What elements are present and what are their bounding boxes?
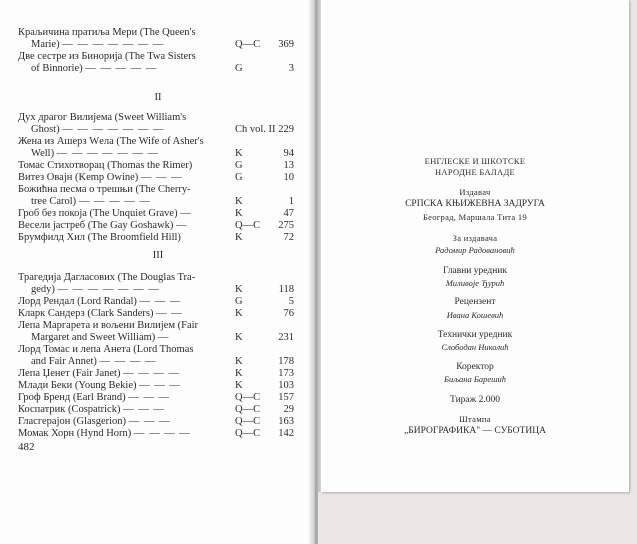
entry-page: 1 <box>288 196 294 207</box>
entry-page: 13 <box>283 160 294 171</box>
toc-entry <box>18 368 294 380</box>
book-gutter <box>309 0 321 544</box>
leader-dashes: — — — <box>140 172 183 183</box>
toc-entry <box>18 380 294 392</box>
toc-entry <box>18 404 294 416</box>
credit-label: Главни уредник <box>443 266 507 276</box>
entry-page: 10 <box>283 172 294 183</box>
entry-title-line: Дух драгог Вилијема (Sweet William's <box>18 112 187 123</box>
entry-title-line: Млади Беки (Young Bekie) <box>18 380 137 391</box>
entry-source: G <box>235 296 243 307</box>
entry-title-line: of Binnorie) <box>31 63 83 74</box>
entry-title-line: Момак Хорн (Hynd Horn) <box>18 428 132 439</box>
entry-title-line: Коспатрик (Cospatrick) <box>18 404 121 415</box>
leader-dashes: — <box>176 220 188 231</box>
entry-title-line: Краљичина пратиља Мери (The Queen's <box>18 27 196 38</box>
toc-entry <box>18 208 294 220</box>
entry-source: K <box>235 208 243 219</box>
toc-entry <box>18 272 294 296</box>
printer-name: „БИРОГРАФИКА" — СУБОТИЦА <box>404 426 546 436</box>
credit-name: Ивана Кошевић <box>446 310 504 320</box>
background-edge <box>318 492 637 544</box>
book-title-line: НАРОДНЕ БАЛАДЕ <box>434 167 516 177</box>
entry-source: K <box>235 232 243 243</box>
entry-source: Q—C <box>235 39 261 50</box>
entry-page: 118 <box>278 284 294 295</box>
entry-title-line: Божићна песма о трешњи (The Cherry- <box>18 184 191 195</box>
entry-page: 163 <box>278 416 294 427</box>
entry-source: K <box>235 308 243 319</box>
toc-entry <box>18 172 294 184</box>
leader-dashes: — — — — — — — <box>62 39 165 50</box>
toc-entry <box>18 184 294 208</box>
toc-entry <box>18 232 294 244</box>
entry-title-line: gedy) <box>31 284 55 295</box>
printer-label: Штампа <box>459 414 491 424</box>
toc-entry <box>18 320 294 344</box>
entry-title-line: Лорд Рендал (Lord Randal) <box>18 296 137 307</box>
entry-title-line: Весели јастреб (The Gay Goshawk) <box>18 220 174 231</box>
entry-title-line: Кларк Сандерз (Clark Sanders) <box>18 308 154 319</box>
entry-source: K <box>235 284 243 295</box>
leader-dashes: — — — <box>139 380 181 391</box>
toc-entry <box>18 51 294 75</box>
entry-page: 178 <box>278 356 294 367</box>
leader-dashes: — — <box>156 308 183 319</box>
entry-page: 29 <box>283 404 294 415</box>
entry-title-line: Marie) <box>31 39 60 50</box>
entry-source: G <box>235 172 243 183</box>
entry-title-line: Лепа Маргарета и вољени Вилијем (Fair <box>18 320 199 331</box>
left-page <box>0 0 316 544</box>
leader-dashes: — — — — — — — <box>62 124 165 135</box>
entry-title-line: Брумфилд Хил (The Broomfield Hill) <box>18 232 181 243</box>
leader-dashes: — — — <box>123 404 165 415</box>
entry-page: 173 <box>278 368 294 379</box>
entry-page: 5 <box>288 296 294 307</box>
toc-entry <box>18 308 294 320</box>
entry-title-line: Витез Овајн (Kemp Owine) <box>18 172 139 183</box>
publisher-address: Београд, Маршала Тита 19 <box>422 212 528 222</box>
entry-source: K <box>235 356 243 367</box>
entry-title-line: Margaret and Sweet William) <box>31 332 156 343</box>
credit-name: Миливоје Ђурић <box>445 278 505 288</box>
right-page-colophon <box>321 0 629 492</box>
leader-dashes: — — — — — — — <box>56 148 159 159</box>
entry-title-line: Лорд Томас и лепа Анета (Lord Thomas <box>18 344 194 355</box>
entry-source: Q—C <box>235 416 261 427</box>
credit-name: Биљана Барешић <box>443 374 507 384</box>
entry-source: K <box>235 380 243 391</box>
entry-source: K <box>235 196 243 207</box>
entry-page: 369 <box>278 39 294 50</box>
entry-title-line: Две сестре из Бинорија (The Twa Sisters <box>18 51 196 62</box>
publisher-label: Издавач <box>459 187 491 197</box>
entry-page: 94 <box>283 148 294 159</box>
entry-source: Q—C <box>235 392 261 403</box>
entry-source: Q—C <box>235 428 261 439</box>
leader-dashes: — — — — <box>99 356 157 367</box>
toc-entry <box>18 27 294 51</box>
toc-entry <box>18 112 294 136</box>
entry-source: Ch vol. II <box>235 124 276 135</box>
publisher-name: СРПСКА КЊИЖЕВНА ЗАДРУГА <box>405 199 545 209</box>
entry-source: G <box>235 160 243 171</box>
entry-title-line: Гроф Бренд (Earl Brand) <box>18 392 126 403</box>
section-heading: III <box>152 250 164 261</box>
entry-title-line: Гласгерајон (Glasgerion) <box>18 416 127 427</box>
entry-page: 157 <box>278 392 294 403</box>
toc-entry <box>18 428 294 440</box>
entry-title-line: Жена из Ашерз Wела (The Wife of Asher's <box>18 136 204 147</box>
entry-title-line: Well) <box>31 148 55 159</box>
entry-source: Q—C <box>235 404 261 415</box>
entry-page: 72 <box>283 232 294 243</box>
toc-entry <box>18 344 294 368</box>
credit-name: Слободан Николић <box>441 342 509 352</box>
entry-page: 231 <box>278 332 294 343</box>
toc-entry <box>18 160 294 172</box>
leader-dashes: — — — — — <box>85 63 158 74</box>
credit-name: Радомир Радовановић <box>435 245 515 255</box>
entry-source: K <box>235 332 243 343</box>
leader-dashes: — <box>180 208 192 219</box>
leader-dashes: — — — <box>128 392 171 403</box>
entry-title-line: Трагедија Дагласових (The Douglas Tra- <box>18 272 196 283</box>
entry-title-line: Томас Стихотворац (Thomas the Rimer) <box>18 160 193 171</box>
toc-entry <box>18 392 294 404</box>
print-run: Тираж 2.000 <box>450 395 500 405</box>
leader-dashes: — — — <box>128 416 171 427</box>
entry-page: 3 <box>288 63 294 74</box>
entry-page: 47 <box>283 208 294 219</box>
entry-source: K <box>235 368 243 379</box>
credit-label: Рецензент <box>454 297 496 307</box>
toc-entry <box>18 416 294 428</box>
toc-entry <box>18 296 294 308</box>
leader-dashes: — — — — <box>123 368 180 379</box>
entry-source: Q—C <box>235 220 261 231</box>
entry-page: 275 <box>278 220 294 231</box>
entry-source: G <box>235 63 243 74</box>
leader-dashes: — <box>157 332 170 343</box>
page-number: 482 <box>18 441 35 453</box>
leader-dashes: — — — — — — — <box>57 284 160 295</box>
credit-label: Коректор <box>456 362 494 372</box>
entry-title-line: tree Carol) <box>31 196 77 207</box>
credit-label: За издавача <box>452 233 498 243</box>
entry-title-line: Лепа Џенет (Fair Janet) <box>18 368 121 379</box>
entry-page: 142 <box>278 428 294 439</box>
entry-title-line: Ghost) <box>31 124 60 135</box>
section-heading: II <box>154 92 162 103</box>
entry-page: 229 <box>278 124 294 135</box>
leader-dashes: — — — — — <box>78 196 151 207</box>
entry-title-line: Гроб без покоја (The Unquiet Grave) <box>18 208 178 219</box>
toc-entry <box>18 136 294 160</box>
leader-dashes: — — — <box>139 296 182 307</box>
credit-label: Технички уредник <box>437 330 513 340</box>
entry-page: 76 <box>283 308 294 319</box>
book-title-line: ЕНГЛЕСКЕ И ШКОТСКЕ <box>424 156 526 166</box>
toc-entry <box>18 220 294 232</box>
leader-dashes: — — — — <box>133 428 191 439</box>
entry-source: K <box>235 148 243 159</box>
entry-page: 103 <box>278 380 294 391</box>
entry-title-line: and Fair Annet) <box>31 356 97 367</box>
